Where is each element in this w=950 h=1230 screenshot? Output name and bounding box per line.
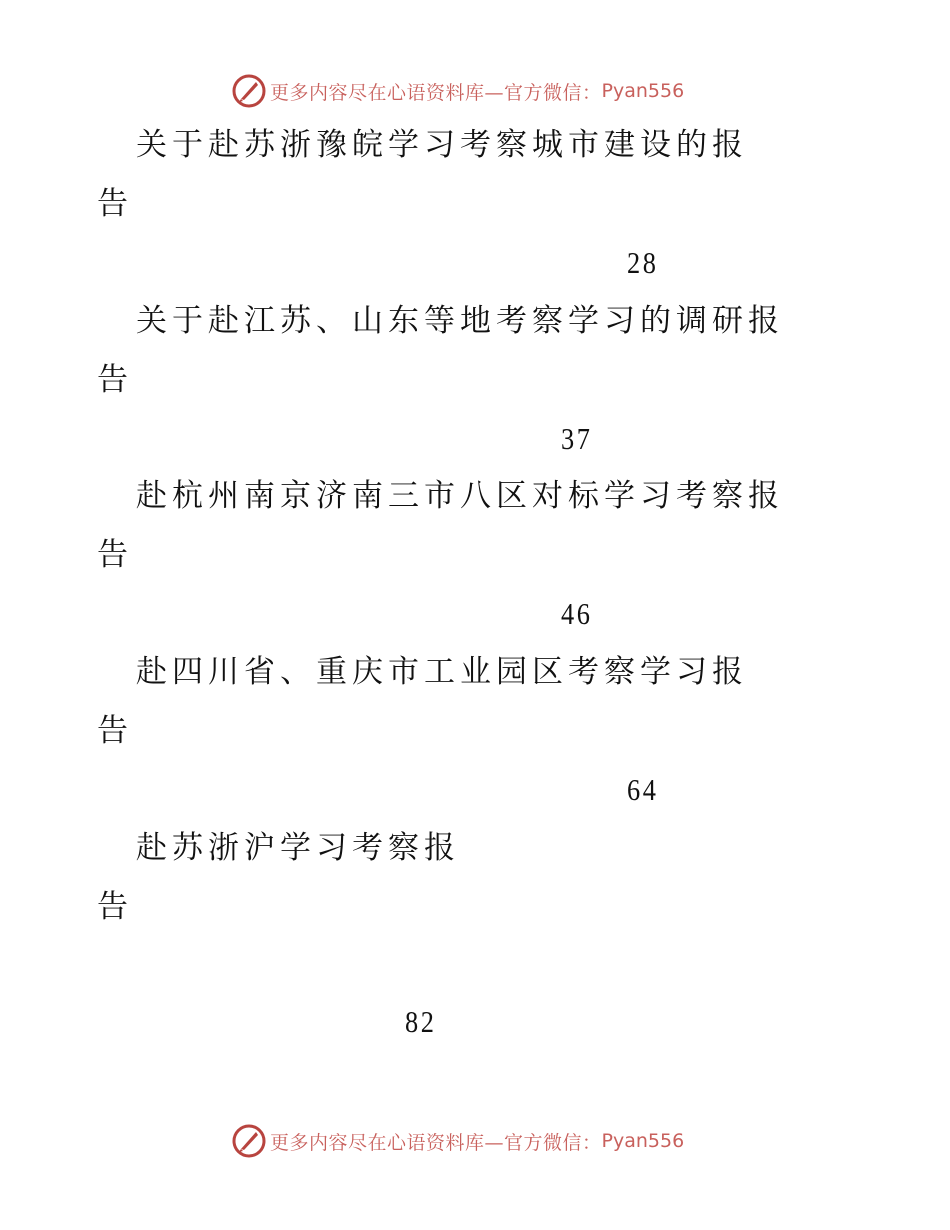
toc-page-number[interactable]: 46 [561, 596, 593, 631]
toc-entry-lead-char: 告 [97, 186, 128, 222]
dot-leader [97, 241, 626, 285]
toc-entry-leader [0, 533, 950, 577]
quill-logo-icon [232, 1124, 266, 1158]
toc-page-number[interactable]: 82 [405, 1004, 437, 1039]
toc-entry-leader [0, 592, 950, 636]
toc-entry-lead-char: 告 [97, 889, 128, 925]
toc-entry-title[interactable]: 关于赴苏浙豫皖学习考察城市建设的报 [136, 127, 748, 163]
toc-entry-leader [0, 768, 950, 812]
dot-leader [128, 885, 843, 929]
toc-page-number[interactable]: 28 [627, 245, 659, 280]
toc-entry-leader [0, 241, 950, 285]
toc-entry-lead-char: 告 [97, 537, 128, 573]
dot-leader [128, 358, 843, 402]
dot-leader [128, 533, 843, 577]
dot-leader [128, 709, 843, 753]
dot-leader [97, 417, 560, 461]
banner-wechat-id: Pyan556 [601, 80, 685, 102]
toc-entry-leader [0, 358, 950, 402]
quill-logo-icon [232, 74, 266, 108]
toc-page-number[interactable]: 37 [561, 421, 593, 456]
toc-entry-leader [0, 885, 950, 929]
toc-entry-leader [0, 1000, 950, 1044]
banner-text: 更多内容尽在心语资料库—官方微信： [270, 1131, 602, 1154]
dot-leader [128, 182, 843, 226]
toc-entry-lead-char: 告 [97, 362, 128, 398]
dot-leader [97, 1000, 404, 1044]
toc-entry-title[interactable]: 赴四川省、重庆市工业园区考察学习报 [136, 654, 748, 690]
toc-entry-leader [0, 944, 950, 988]
footer-banner[interactable] [232, 1123, 684, 1159]
toc-entry-title[interactable]: 关于赴江苏、山东等地考察学习的调研报 [136, 303, 784, 339]
header-banner[interactable] [232, 73, 684, 109]
toc-entry-leader [0, 417, 950, 461]
toc-entry-title[interactable]: 赴杭州南京济南三市八区对标学习考察报 [136, 478, 784, 514]
dot-leader [97, 768, 626, 812]
toc-entry-leader [0, 709, 950, 753]
toc-page-number[interactable]: 64 [627, 772, 659, 807]
banner-text: 更多内容尽在心语资料库—官方微信： [270, 81, 602, 104]
dot-leader [97, 592, 560, 636]
toc-entry-leader [0, 182, 950, 226]
toc-entry-title[interactable]: 赴苏浙沪学习考察报 [136, 830, 460, 866]
dot-leader [97, 944, 843, 988]
toc-entry-lead-char: 告 [97, 713, 128, 749]
banner-wechat-id: Pyan556 [601, 1130, 685, 1152]
